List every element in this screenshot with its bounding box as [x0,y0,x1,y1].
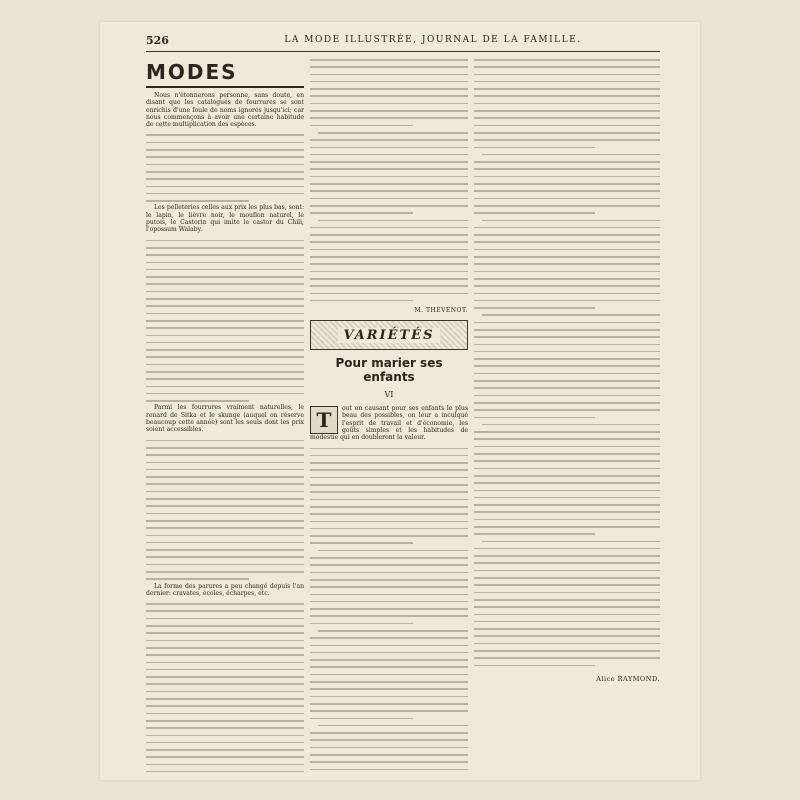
body-text-lines [146,600,304,772]
title-rule [146,86,304,88]
varietes-title: VARIÉTÉS [338,328,441,343]
page-number: 526 [146,34,169,47]
modes-paragraph-2: Les pelleteries celles aux prix les plus bas, sont: le lapin, le lièvre noir, le mouflon naturel, le putois, le Castorin qui imite le castor du Chili, l'opossum Walaby. [146,204,304,234]
body-text-lines [310,56,468,304]
article-opening [310,405,468,441]
page-header [146,34,660,50]
modes-paragraph-3: Parmi les fourrures vraiment naturelles, le renard de Sitka et le skunge (auquel on réserve beaucoup cette année) sont les seuls dont les prix soient accessibles. [146,404,304,434]
body-text-lines [474,56,660,669]
column-3 [474,56,660,772]
body-text-lines [310,445,468,772]
modes-paragraph-4: La forme des parures a peu changé depuis l'an dernier: cravates, écoles, écharpes, etc. [146,582,304,597]
chapter-number: VI [384,390,394,400]
journal-title: LA MODE ILLUSTRÉE, JOURNAL DE LA FAMILLE. [284,35,582,45]
body-text-lines [146,237,304,405]
section-title-modes: MODES [146,60,238,84]
modes-intro-paragraph: Nous n'étonnerons personne, sans doute, en disant que les catalogues de fourrures se sont enrichis d'une foule de noms ignorés jusqu'ici; car nous commençons à avoir une certaine habitude de cette multiplication des espèces. [146,92,304,129]
article-signature: M. THEVENOT. [414,307,468,315]
body-text-lines [146,437,304,583]
newspaper-page [100,22,700,780]
article-opening-text: out en causant pour ses enfants le plus beau des possibles, on leur a inculqué l'esprit de travail et d'économie, les goûts simples et les habitudes de modestie qui en doubleront la valeur. [310,405,468,442]
column-modes [146,56,304,772]
article-headline: Pour marier ses enfants [335,356,443,385]
column-2 [310,56,468,772]
header-rule [146,51,660,52]
author-signature: Alice RAYMOND. [596,674,660,683]
drop-cap: T [310,406,338,434]
varietes-banner [310,320,468,350]
body-text-lines [146,131,304,204]
